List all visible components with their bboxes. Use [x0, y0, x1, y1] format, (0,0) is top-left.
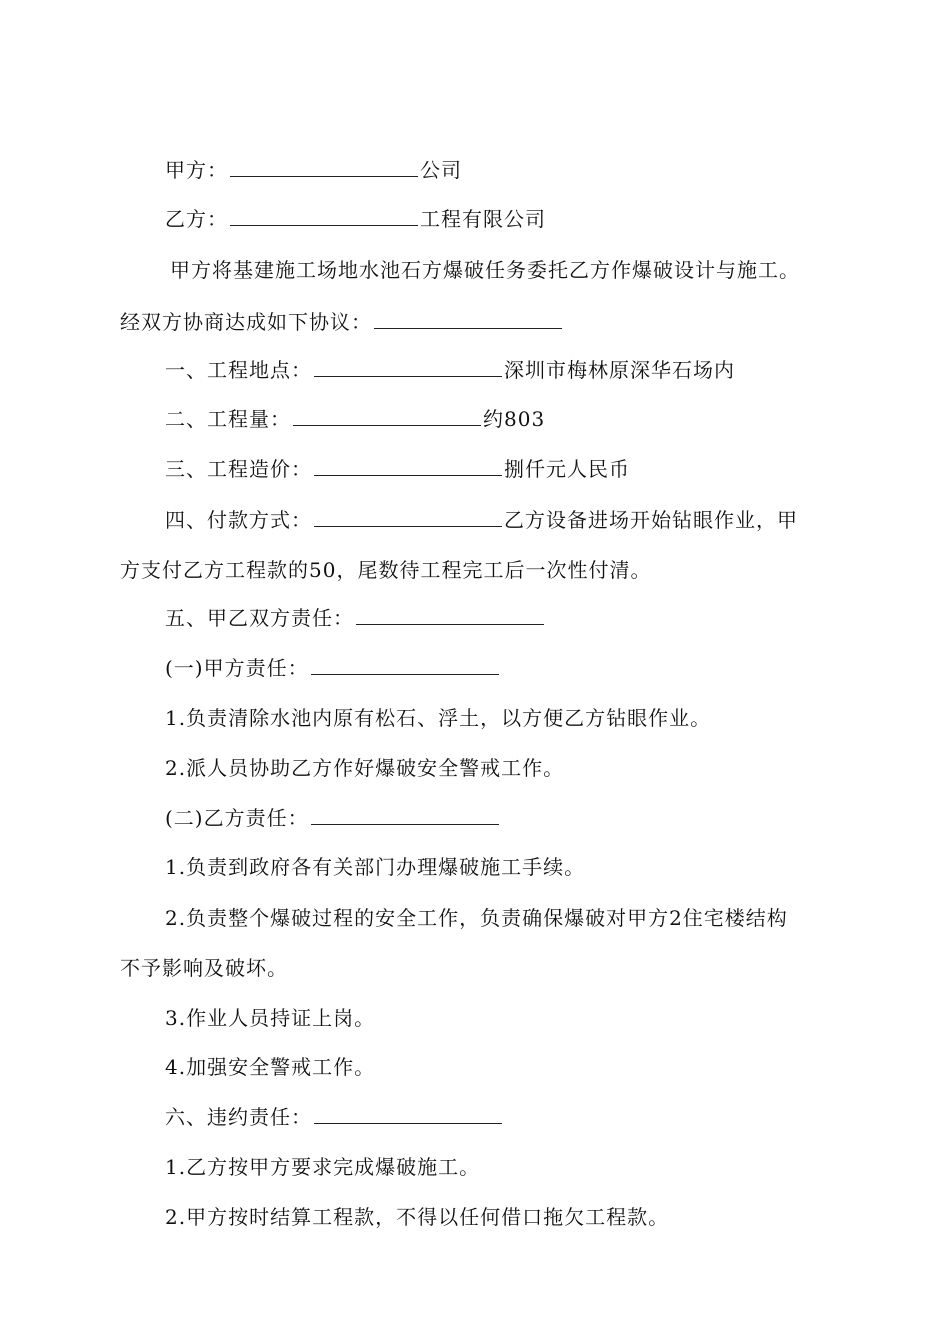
- breach-label: 六、违约责任：: [165, 1105, 312, 1129]
- location-value: 深圳市梅林原深华石场内: [504, 358, 735, 382]
- quantity-value: 约803: [483, 407, 546, 431]
- list-item: 2.负责整个爆破过程的安全工作，负责确保爆破对甲方2住宅楼结构: [165, 906, 788, 930]
- cost-label: 三、工程造价：: [165, 457, 312, 481]
- list-item: 4.加强安全警戒工作。: [165, 1055, 376, 1079]
- list-item: 3.作业人员持证上岗。: [165, 1006, 376, 1030]
- payment-blank: [314, 508, 502, 527]
- list-item: 2.派人员协助乙方作好爆破安全警戒工作。: [165, 756, 565, 780]
- location-blank: [314, 358, 502, 377]
- responsibilities-blank: [356, 606, 544, 625]
- list-item: 1.负责清除水池内原有松石、浮土，以方便乙方钻眼作业。: [165, 706, 712, 730]
- intro-line-2-text: 经双方协商达成如下协议：: [120, 310, 372, 334]
- location-label: 一、工程地点：: [165, 358, 312, 382]
- party-b-line: [165, 206, 546, 232]
- party-a-resp-blank: [311, 656, 499, 675]
- party-a-label: 甲方：: [165, 158, 228, 182]
- party-b-blank: [230, 207, 418, 226]
- party-a-resp-heading: [165, 655, 501, 681]
- intro-line-1: 甲方将基建施工场地水池石方爆破任务委托乙方作爆破设计与施工。: [170, 258, 800, 282]
- party-b-resp-heading: [165, 805, 501, 831]
- party-a-resp-label: (一)甲方责任：: [165, 656, 309, 680]
- party-b-label: 乙方：: [165, 207, 228, 231]
- party-b-suffix: 工程有限公司: [420, 207, 546, 231]
- payment-line: [165, 507, 798, 533]
- quantity-label: 二、工程量：: [165, 407, 291, 431]
- list-item: 1.乙方按甲方要求完成爆破施工。: [165, 1155, 481, 1179]
- quantity-blank: [293, 407, 481, 426]
- breach-blank: [314, 1105, 502, 1124]
- payment-continuation: 方支付乙方工程款的50，尾数待工程完工后一次性付清。: [120, 558, 652, 582]
- party-a-suffix: 公司: [420, 158, 462, 182]
- party-a-line: [165, 157, 462, 183]
- payment-value: 乙方设备进场开始钻眼作业，甲: [504, 508, 798, 532]
- intro-blank: [374, 310, 562, 329]
- breach-heading: [165, 1104, 504, 1130]
- responsibilities-heading: [165, 605, 546, 631]
- responsibilities-label: 五、甲乙双方责任：: [165, 606, 354, 630]
- intro-line-2: [120, 309, 564, 335]
- party-a-blank: [230, 158, 418, 177]
- party-b-resp-blank: [311, 806, 499, 825]
- party-b-resp-label: (二)乙方责任：: [165, 806, 309, 830]
- quantity-line: [165, 406, 545, 432]
- cost-line: [165, 456, 630, 482]
- cost-blank: [314, 457, 502, 476]
- location-line: [165, 357, 735, 383]
- list-item: 2.甲方按时结算工程款，不得以任何借口拖欠工程款。: [165, 1205, 670, 1229]
- payment-label: 四、付款方式：: [165, 508, 312, 532]
- cost-value: 捌仟元人民币: [504, 457, 630, 481]
- list-item: 1.负责到政府各有关部门办理爆破施工手续。: [165, 855, 586, 879]
- list-item-continuation: 不予影响及破坏。: [120, 956, 288, 980]
